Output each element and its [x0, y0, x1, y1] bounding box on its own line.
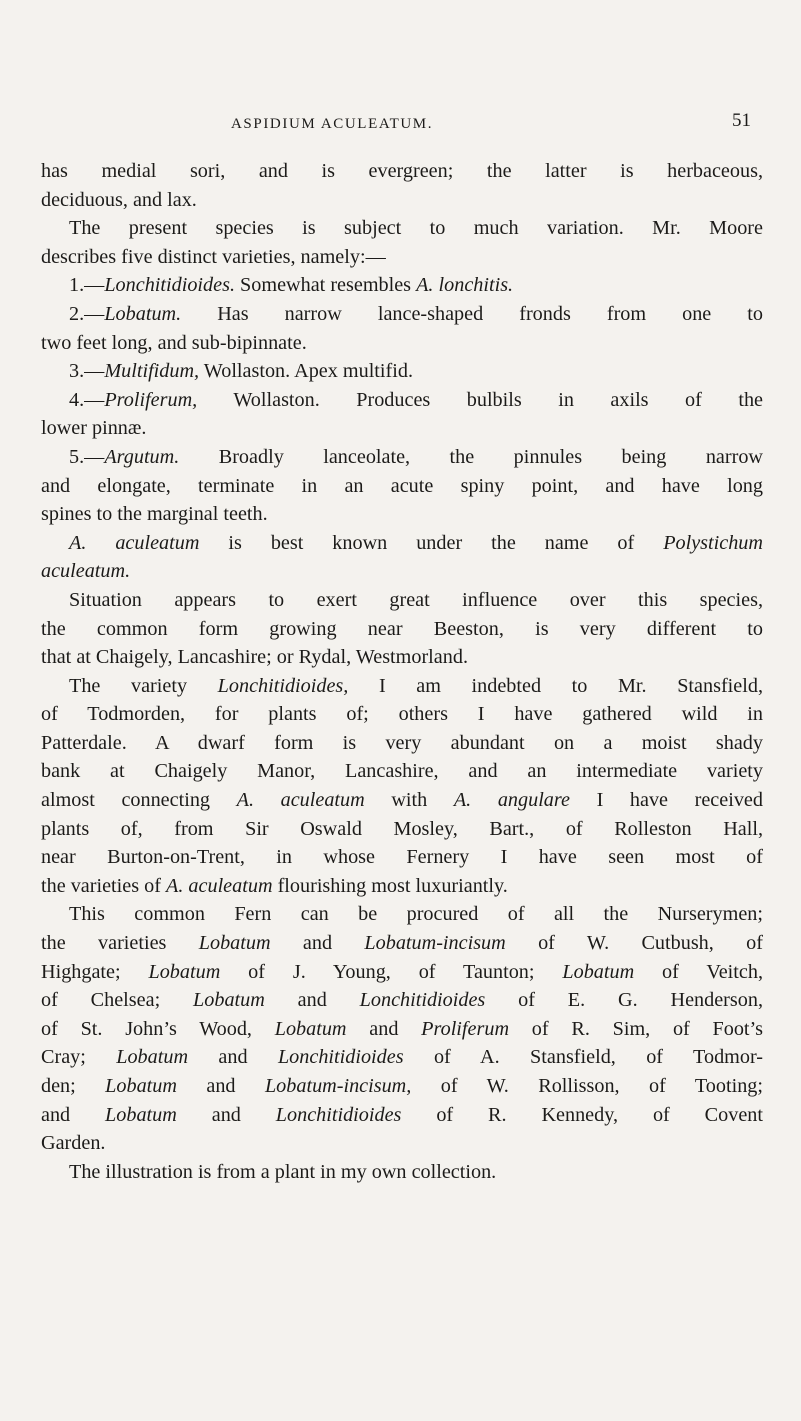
running-head	[0, 110, 801, 140]
text-line: describes five distinct varieties, namely:—	[41, 245, 386, 268]
variety-item: 2.—Lobatum. Has narrow lance-shaped fronds from one to	[69, 302, 763, 325]
text-line: Cray; Lobatum and Lonchitidioides of A. Stansfield, of Todmor-	[41, 1046, 763, 1069]
text-line: the varieties of A. aculeatum flourishing most luxuriantly.	[41, 874, 508, 897]
text-line: Garden.	[41, 1132, 106, 1155]
variety-item: 1.—Lonchitidioides. Somewhat resembles A. lonchitis.	[69, 274, 514, 297]
text-line: Situation appears to exert great influence over this species,	[69, 588, 763, 611]
text-line: The present species is subject to much variation. Mr. Moore	[69, 217, 763, 240]
text-line: This common Fern can be procured of all the Nurserymen;	[69, 903, 763, 926]
text-line: den; Lobatum and Lobatum-incisum, of W. Rollisson, of Tooting;	[41, 1075, 763, 1097]
text-line: has medial sori, and is evergreen; the latter is herbaceous,	[41, 160, 763, 182]
text-line: bank at Chaigely Manor, Lancashire, and an intermediate variety	[41, 760, 763, 783]
text-line: that at Chaigely, Lancashire; or Rydal, Westmorland.	[41, 646, 468, 669]
text-line: spines to the marginal teeth.	[41, 503, 268, 526]
text-line: The illustration is from a plant in my own collection.	[69, 1160, 497, 1183]
variety-item: 5.—Argutum. Broadly lanceolate, the pinnules being narrow	[69, 445, 763, 468]
page-number: 51	[732, 110, 751, 131]
variety-item: 3.—Multifidum, Wollaston. Apex multifid.	[69, 360, 413, 383]
body-text	[41, 157, 763, 1186]
text-line: of Todmorden, for plants of; others I have gathered wild in	[41, 703, 763, 726]
text-line: A. aculeatum is best known under the name of Polystichum	[69, 531, 763, 554]
text-line: Highgate; Lobatum of J. Young, of Taunton; Lobatum of Veitch,	[41, 960, 763, 983]
text-line: and elongate, terminate in an acute spiny point, and have long	[41, 474, 763, 497]
text-line: of Chelsea; Lobatum and Lonchitidioides of E. G. Henderson,	[41, 989, 763, 1012]
text-line: the common form growing near Beeston, is very different to	[41, 617, 763, 640]
text-line: Patterdale. A dwarf form is very abundant on a moist shady	[41, 731, 763, 754]
text-line: The variety Lonchitidioides, I am indebted to Mr. Stansfield,	[69, 674, 763, 697]
text-line: the varieties Lobatum and Lobatum-incisum of W. Cutbush, of	[41, 932, 763, 955]
running-title: ASPIDIUM ACULEATUM.	[231, 116, 434, 132]
text-line: near Burton-on-Trent, in whose Fernery I have seen most of	[41, 846, 763, 869]
text-line: aculeatum.	[41, 560, 131, 583]
text-line: and Lobatum and Lonchitidioides of R. Kennedy, of Covent	[41, 1103, 763, 1126]
text-line: plants of, from Sir Oswald Mosley, Bart., of Rolleston Hall,	[41, 817, 763, 840]
text-line: deciduous, and lax.	[41, 188, 197, 211]
text-line: lower pinnæ.	[41, 417, 147, 440]
text-line: of St. John’s Wood, Lobatum and Proliferum of R. Sim, of Foot’s	[41, 1017, 763, 1040]
text-line: almost connecting A. aculeatum with A. angulare I have received	[41, 789, 763, 812]
text-line: two feet long, and sub-bipinnate.	[41, 331, 307, 354]
variety-item: 4.—Proliferum, Wollaston. Produces bulbils in axils of the	[69, 388, 763, 411]
